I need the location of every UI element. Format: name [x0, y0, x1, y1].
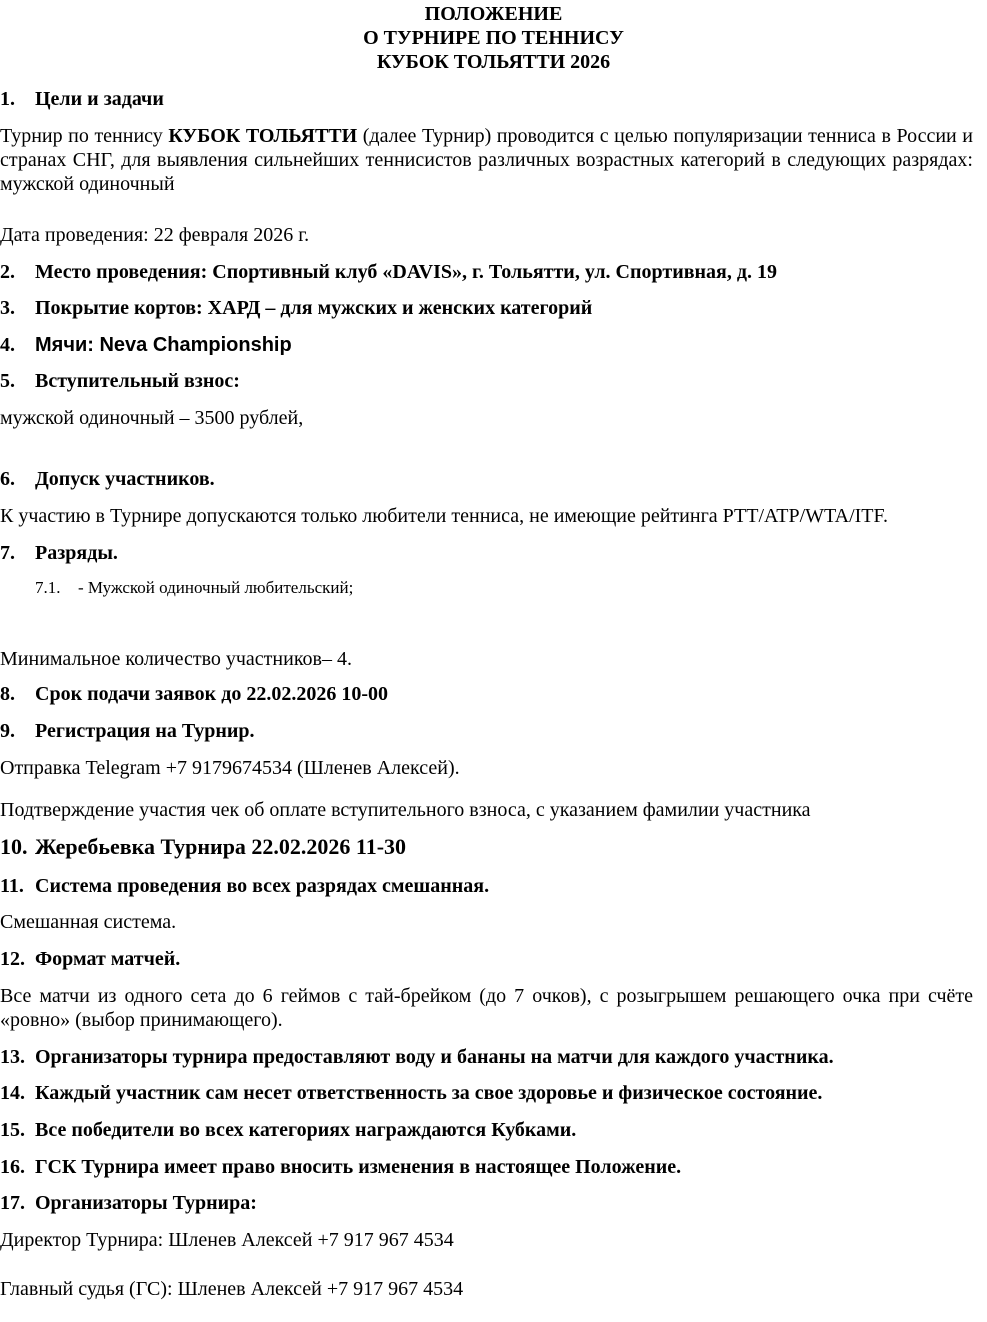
section-11-heading: [0, 874, 489, 898]
min-participants: Минимальное количество участников– 4.: [0, 648, 352, 670]
section-number: 14.: [0, 1082, 25, 1104]
section-1-heading: [0, 87, 164, 111]
match-format-text: Все матчи из одного сета до 6 геймов с тай-брейком (до 7 очков), с розыгрышем решающего очка при счёте «ровно» (выбор принимающего).: [0, 985, 973, 1031]
section-title: Цели и задачи: [35, 88, 164, 110]
section-title: Все победители во всех категориях награждаются Кубками.: [35, 1119, 577, 1141]
section-title: Организаторы турнира предоставляют воду и бананы на матчи для каждого участника.: [35, 1046, 834, 1068]
section-number: 4.: [0, 334, 15, 356]
section-9-heading: [0, 719, 255, 743]
section-3-heading: [0, 296, 592, 320]
section-2-heading: [0, 260, 777, 284]
section-number: 15.: [0, 1119, 25, 1141]
registration-contact: Отправка Telegram +7 9179674534 (Шленев Алексей).: [0, 757, 460, 779]
section-number: 16.: [0, 1156, 25, 1178]
section-14-heading: [0, 1081, 822, 1105]
intro-text-end: (далее Турнир) проводится с целью популяризации тенниса в России и странах СНГ, для выявления сильнейших теннисистов различных возрастных категорий в следующих разрядах: мужской одиночный: [0, 125, 973, 195]
system-text: Смешанная система.: [0, 911, 177, 933]
section-number: 6.: [0, 468, 15, 490]
subsection-7-1: [35, 578, 353, 598]
section-1-paragraph: [0, 124, 973, 196]
intro-text-start: Турнир по теннису: [0, 125, 169, 147]
section-number: 1.: [0, 88, 15, 110]
subsection-text: - Мужской одиночный любительский;: [78, 578, 354, 597]
doc-title-line-2: О ТУРНИРЕ ПО ТЕННИСУ: [363, 27, 624, 49]
section-title: Место проведения: Спортивный клуб «DAVIS», г. Тольятти, ул. Спортивная, д. 19: [35, 261, 777, 283]
section-number: 8.: [0, 683, 15, 705]
section-title: Регистрация на Турнир.: [35, 720, 255, 742]
section-4-heading: [0, 333, 292, 357]
section-6-heading: [0, 467, 215, 491]
section-17-heading: [0, 1191, 257, 1215]
tournament-name: КУБОК ТОЛЬЯТТИ: [168, 125, 358, 147]
section-title: Формат матчей.: [35, 948, 181, 970]
section-title: Вступительный взнос:: [35, 370, 240, 392]
section-title: Срок подачи заявок до 22.02.2026 10-00: [35, 683, 388, 705]
admission-text: К участию в Турнире допускаются только любители тенниса, не имеющие рейтинга РТТ/ATP/WTA/ITF.: [0, 505, 889, 527]
section-number: 12.: [0, 948, 25, 970]
section-number: 9.: [0, 720, 15, 742]
section-number: 13.: [0, 1046, 25, 1068]
doc-title-line-3: КУБОК ТОЛЬЯТТИ 2026: [376, 51, 611, 73]
registration-confirmation: Подтверждение участия чек об оплате вступительного взноса, с указанием фамилии участника: [0, 799, 811, 821]
section-10-heading: [0, 835, 406, 859]
entry-fee: мужской одиночный – 3500 рублей,: [0, 407, 304, 429]
section-number: 10.: [0, 834, 28, 859]
section-title: Жеребьевка Турнира 22.02.2026 11-30: [35, 834, 407, 859]
event-date: Дата проведения: 22 февраля 2026 г.: [0, 224, 310, 246]
section-5-heading: [0, 369, 240, 393]
section-title: Допуск участников.: [35, 468, 215, 490]
section-title: Система проведения во всех разрядах смешанная.: [35, 875, 490, 897]
section-13-heading: [0, 1045, 834, 1069]
doc-title-line-1: ПОЛОЖЕНИЕ: [424, 3, 563, 25]
section-7-heading: [0, 541, 118, 565]
section-number: 11.: [0, 875, 24, 897]
section-title: Покрытие кортов: ХАРД – для мужских и женских категорий: [35, 297, 593, 319]
section-number: 7.: [0, 542, 15, 564]
section-title: Каждый участник сам несет ответственность за свое здоровье и физическое состояние.: [35, 1082, 823, 1104]
section-number: 2.: [0, 261, 15, 283]
section-16-heading: [0, 1155, 681, 1179]
chief-referee: Главный судья (ГС): Шленев Алексей +7 917 967 4534: [0, 1278, 464, 1300]
section-8-heading: [0, 682, 388, 706]
tournament-director: Директор Турнира: Шленев Алексей +7 917 967 4534: [0, 1229, 454, 1251]
section-title: Организаторы Турнира:: [35, 1192, 257, 1214]
section-12-heading: [0, 947, 180, 971]
section-title: ГСК Турнира имеет право вносить изменения в настоящее Положение.: [35, 1156, 682, 1178]
section-number: 5.: [0, 370, 15, 392]
section-number: 17.: [0, 1192, 25, 1214]
subsection-number: 7.1.: [35, 578, 61, 597]
section-title: Разряды.: [35, 542, 118, 564]
section-number: 3.: [0, 297, 15, 319]
section-15-heading: [0, 1118, 576, 1142]
section-title: Мячи: Neva Championship: [35, 334, 292, 356]
